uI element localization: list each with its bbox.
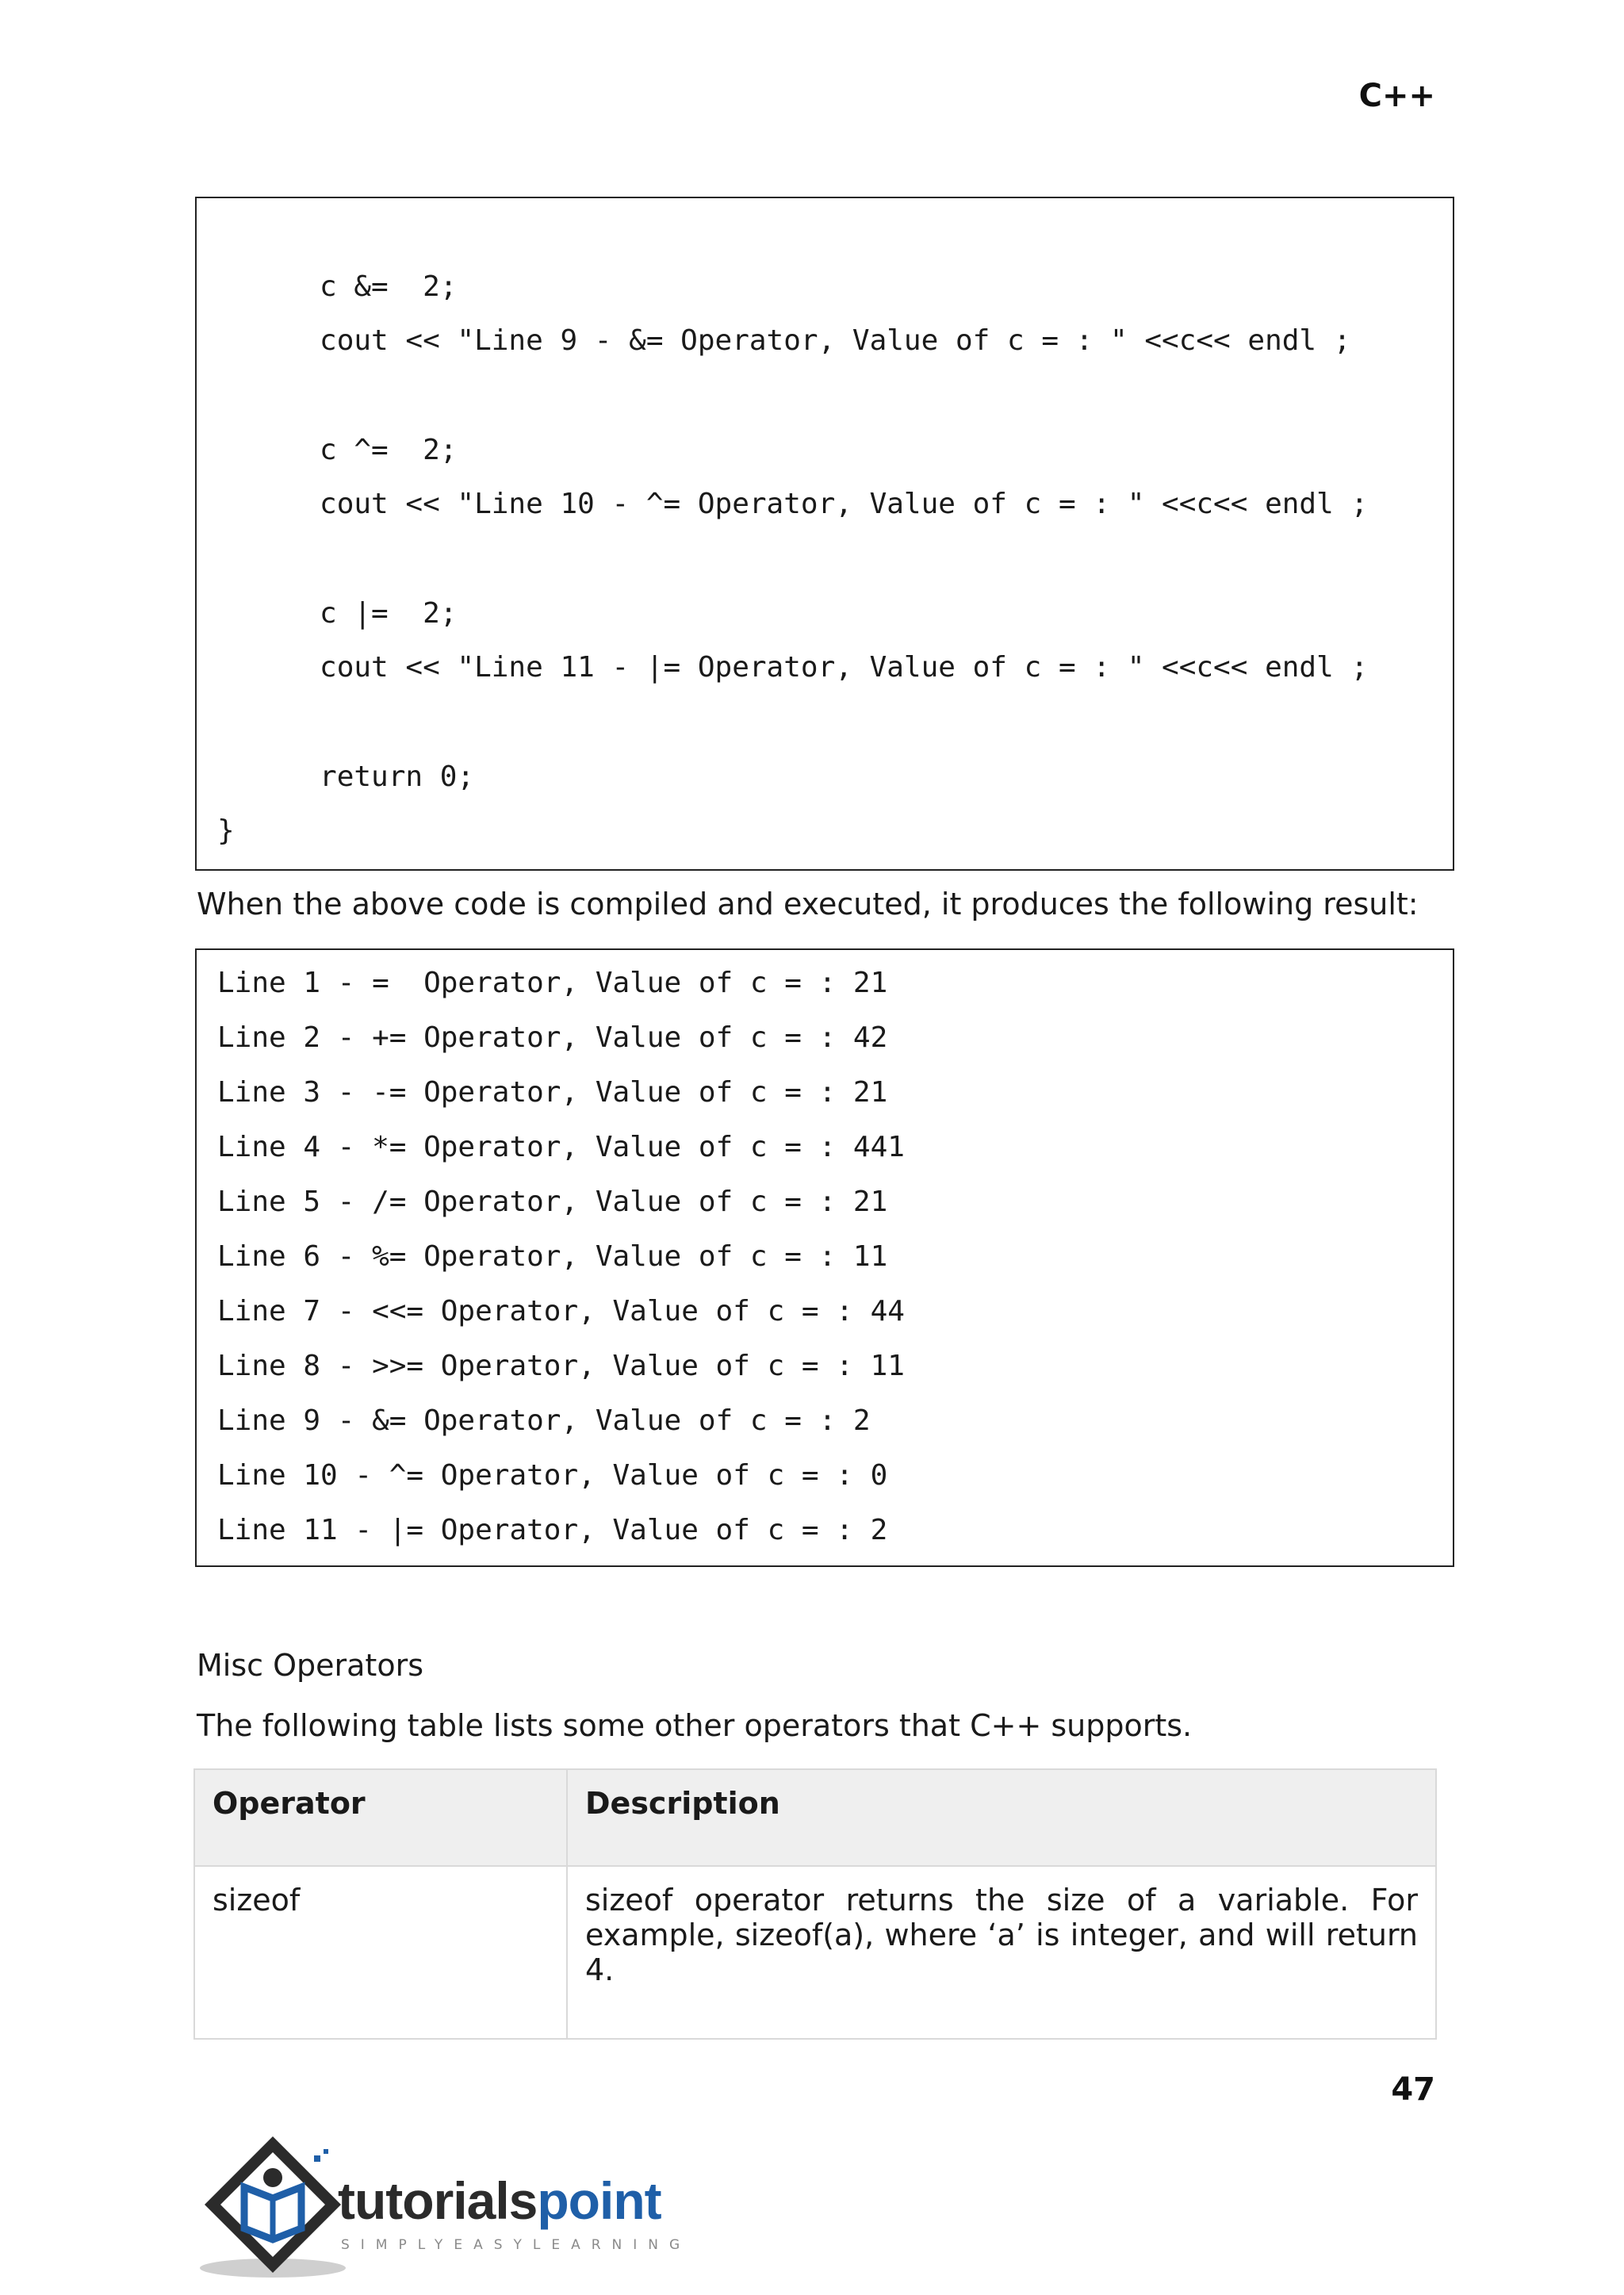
svg-text:tutorialspoint (338, 2171, 662, 2230)
output-line: Line 10 - ^= Operator, Value of c = : 0 (217, 1459, 888, 1492)
reader-head-icon (263, 2168, 282, 2187)
code-line: return 0; (268, 761, 475, 793)
section-heading: Misc Operators (197, 1648, 424, 1683)
cell-description: sizeof operator returns the size of a variable. For example, sizeof(a), where ‘a’ is integer, and will return 4. (567, 1866, 1436, 2039)
code-line: cout << "Line 11 - |= Operator, Value of c = : " <<c<< endl ; (268, 651, 1369, 684)
page-number: 47 (1391, 2071, 1435, 2108)
output-line: Line 7 - <<= Operator, Value of c = : 44 (217, 1295, 905, 1328)
code-line: c &= 2; (268, 270, 458, 303)
code-line: } (217, 814, 235, 847)
result-intro: When the above code is compiled and executed, it produces the following result: (197, 887, 1419, 921)
output-line: Line 4 - *= Operator, Value of c = : 441 (217, 1131, 905, 1163)
table-header-row (194, 1769, 1436, 1866)
tutorialspoint-logo (193, 2132, 701, 2285)
output-line: Line 3 - -= Operator, Value of c = : 21 (217, 1076, 888, 1109)
output-line: Line 8 - >>= Operator, Value of c = : 11 (217, 1350, 905, 1382)
output-line: Line 11 - |= Operator, Value of c = : 2 (217, 1514, 888, 1546)
code-block-source (195, 197, 1454, 871)
logo-text-point: point (537, 2171, 661, 2230)
output-line: Line 5 - /= Operator, Value of c = : 21 (217, 1186, 888, 1218)
logo-text-tutorials: tutorials (338, 2171, 538, 2230)
column-header-operator: Operator (194, 1769, 567, 1866)
cell-operator: sizeof (194, 1866, 567, 2039)
code-line: c ^= 2; (268, 434, 458, 466)
header-title: C++ (1358, 78, 1435, 114)
code-block-output (195, 948, 1454, 1567)
output-line: Line 6 - %= Operator, Value of c = : 11 (217, 1240, 888, 1273)
logo-tagline: SIMPLYEASYLEARNING (341, 2237, 691, 2253)
output-line: Line 9 - &= Operator, Value of c = : 2 (217, 1404, 871, 1437)
code-line: cout << "Line 9 - &= Operator, Value of c = : " <<c<< endl ; (268, 324, 1351, 357)
column-header-description: Description (567, 1769, 1436, 1866)
output-line: Line 1 - = Operator, Value of c = : 21 (217, 967, 888, 999)
operators-table (193, 1768, 1437, 2040)
logo-graphic (193, 2132, 701, 2282)
code-line: cout << "Line 10 - ^= Operator, Value of c = : " <<c<< endl ; (268, 488, 1369, 520)
code-line: c |= 2; (268, 597, 458, 630)
table-row (194, 1866, 1436, 2039)
output-line: Line 2 - += Operator, Value of c = : 42 (217, 1021, 888, 1054)
section-intro: The following table lists some other operators that C++ supports. (197, 1708, 1193, 1743)
